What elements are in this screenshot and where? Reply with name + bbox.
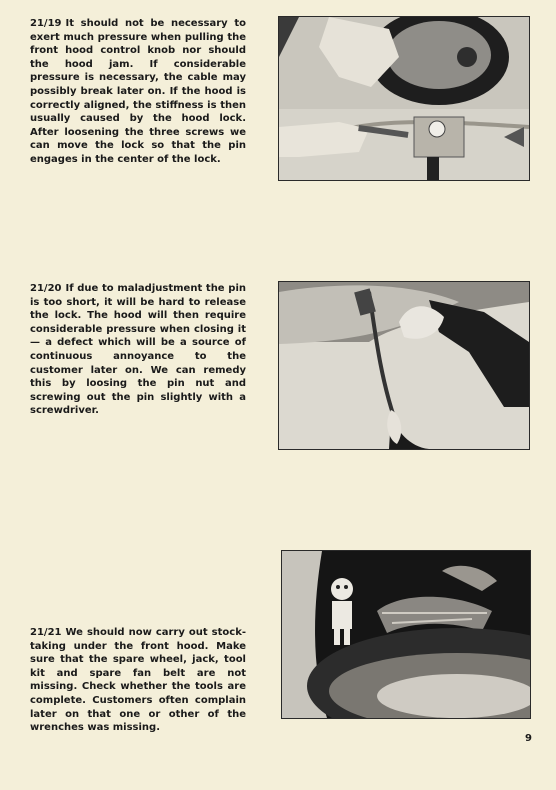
hood-lock-adjustment-photo [278, 16, 530, 181]
section-21-19-text [30, 17, 246, 167]
section-body: If due to maladjustment the pin is too short, it will be hard to release the lock. The hood will then require considerable pressure when closing it — a defect which will be a source of continuous annoyance to the customer later on. We can remedy this by loosing the pin nut and screwing out the pin slightly with a screwdriver. [30, 283, 246, 417]
front-trunk-tool-kit-photo [281, 550, 531, 719]
section-body: It should not be necessary to exert much pressure when pulling the front hood control knob nor should the hood jam. If considerable pressure is necessary, the cable may possibly break later on. If the hood is correctly aligned, the stiffness is then usually caused by the hood lock. After loosening the three screws we can move the lock so that the pin engages in the center of the lock. [30, 18, 246, 165]
section-number: 21/20 [30, 283, 62, 294]
section-number: 21/21 [30, 627, 62, 638]
section-body: We should now carry out stock-taking under the front hood. Make sure that the spare wheel, jack, tool kit and spare fan belt are not missing. Check whether the tools are complete. Customers often complain later on that one or other of the wrenches was missing. [30, 627, 246, 734]
section-21-21-text [30, 626, 246, 735]
section-21-20-text [30, 282, 246, 418]
hood-pin-adjustment-photo [278, 281, 530, 450]
page-number: 9 [525, 733, 532, 744]
section-number: 21/19 [30, 18, 62, 29]
